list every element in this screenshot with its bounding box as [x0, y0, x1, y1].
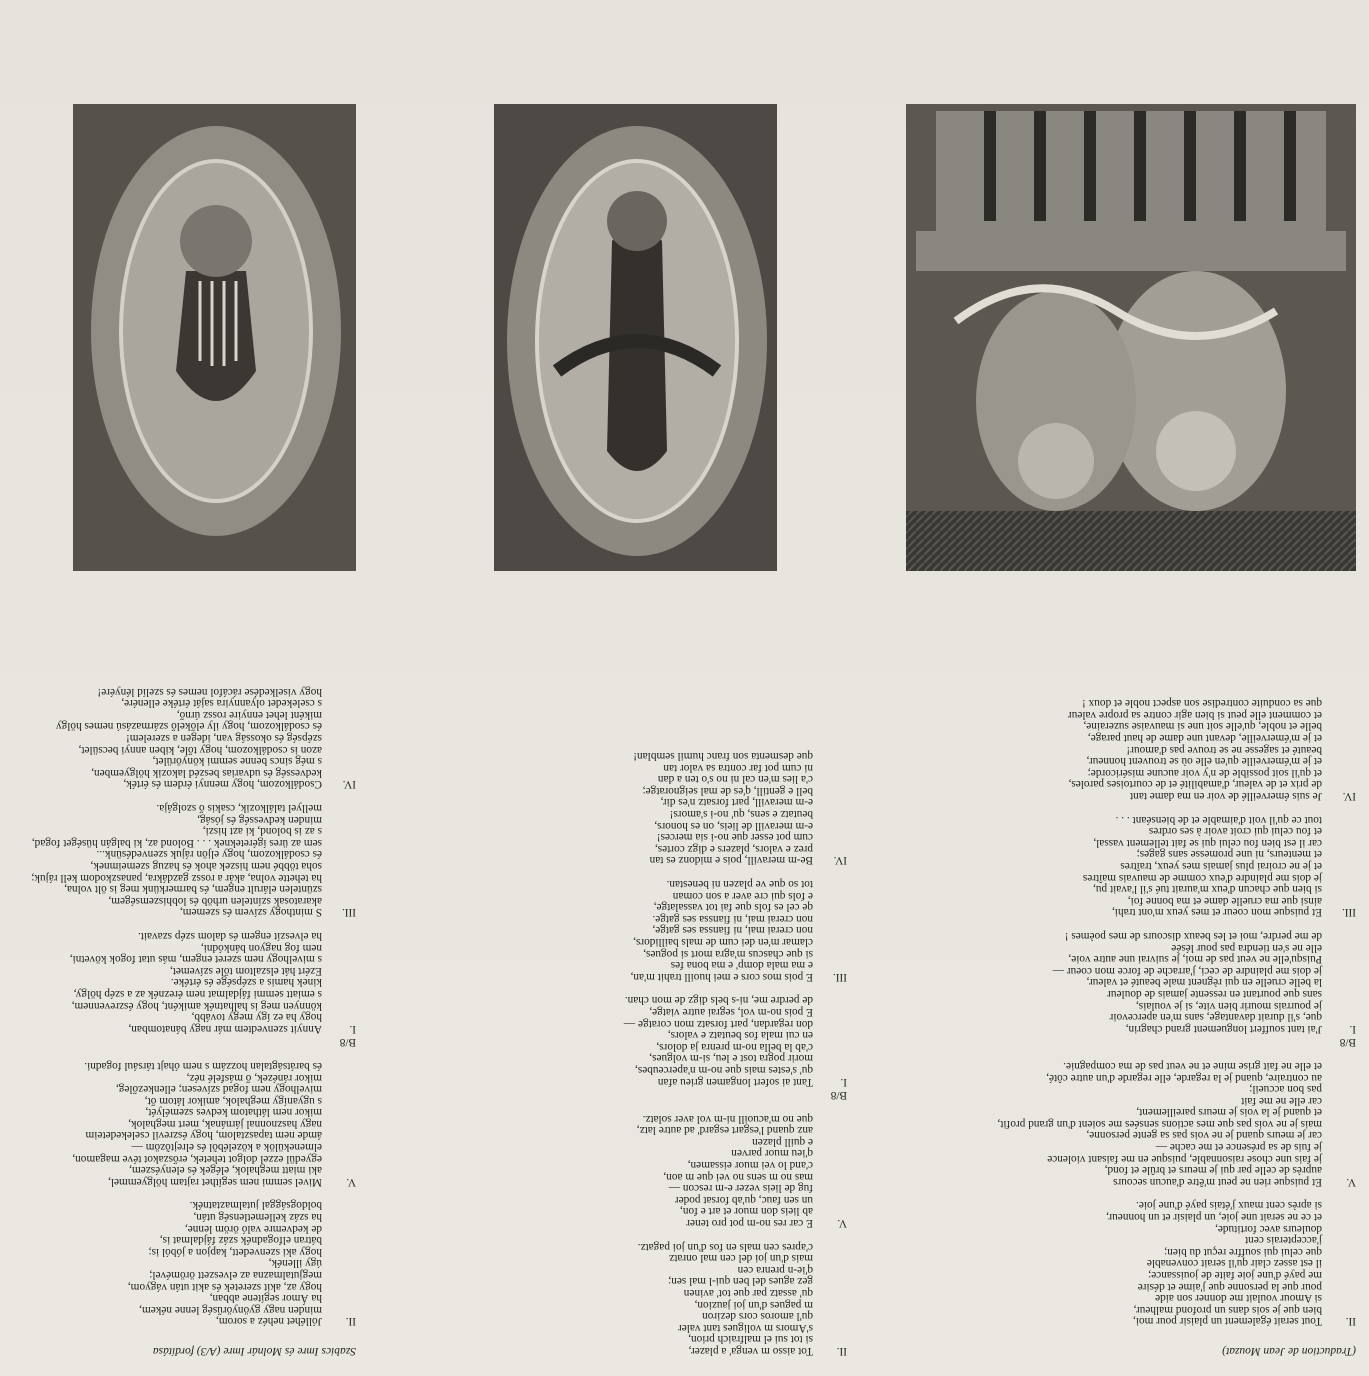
verse-line: que no m'acuoill ni-m vol aver solatz.: [642, 1112, 813, 1125]
lyre-medallion-photo: [73, 104, 356, 571]
verse-line: Je suis émerveillé de voir en ma dame tant: [1130, 790, 1322, 803]
verse-line: könnyen meg is halhatnék amiként, hogy észrevennem,: [71, 999, 322, 1012]
stanza: [0, 1059, 356, 1187]
verse-line: sem az üres ígéreteknek . . . Bolond az, ki balgán hüséget fogad,: [31, 836, 322, 849]
verse-line: et comment elle peut si bien agir contre sa propre valeur: [1067, 708, 1322, 721]
verse-line: s mivelhogy nem szeret engem, más utat fogok követni,: [69, 953, 322, 966]
verse-line: e quill plazen: [752, 1135, 813, 1148]
verse-line: beauté et sagesse ne se trouve pas d'amour!: [1126, 743, 1322, 756]
stanza: [916, 813, 1356, 917]
verse-line: si après cent maux j'étais payé d'une joie.: [1135, 1199, 1322, 1212]
side-label: B/8: [1339, 1036, 1356, 1049]
verse-line: megjutalmazna az elveszett örömével;: [149, 1269, 322, 1282]
verse-line: Jólléhet nehéz a sorom,: [215, 1315, 322, 1328]
verse-line: un sen fauc, qu'ab forsat poder: [674, 1193, 813, 1206]
verse-line: je dois me plaindre de ceci, j'arrache de force mon coeur —: [1052, 964, 1322, 977]
verse-line: Be-m meravill, pois e midonz es tan: [649, 854, 813, 867]
verse-line: s ugyanígy meghalok, amikor látom őt,: [144, 1094, 322, 1107]
french-credit: (Traduction de Jean Mouzat): [1222, 1345, 1356, 1357]
verse-line: prez e valors, plazers e digz cortes,: [654, 842, 813, 855]
verse-line: auprès de celle par qui je meurs et brûle et fond,: [1104, 1164, 1322, 1177]
verse-line: Puisqu'elle ne veut pas de moi, je suivrai une autre voie,: [1068, 953, 1322, 966]
verse-line: q'ie-n prenra cen: [737, 1263, 813, 1276]
hungarian-credit: Szabics Imre és Molnár Imre (A/3) fordítása: [152, 1345, 356, 1357]
verse-line: mikor nem láthatom kedves személyét,: [145, 1106, 322, 1119]
stanza-number: I.: [349, 1022, 356, 1035]
stanza: [497, 877, 847, 981]
verse-line: si que chascus m'agra mort si pogues,: [643, 947, 813, 960]
verse-line: clamar m'en dei cum de mals baillidors,: [633, 936, 813, 948]
stanza-number: I.: [840, 1075, 847, 1088]
verse-line: morir pogra tost e leu, si-m volgues,: [649, 1052, 813, 1065]
verse-line: que celui qui souffre reçut du bien;: [1164, 1245, 1322, 1258]
verse-line: Csodálkozom, hogy mennyi érdem és érték,: [123, 778, 322, 791]
stanza: [497, 750, 847, 866]
verse-line: elle ne s'en tiendra pas pour lésée: [1171, 941, 1322, 954]
verse-line: de kedvemre való öröm lenne,: [184, 1222, 322, 1235]
verse-line: la belle cruelle en qui règnent male beauté et valeur,: [1086, 976, 1322, 989]
verse-line: anz quand l'esgart esgard' ad autre latz,: [636, 1124, 813, 1137]
verse-line: si tot sui el malfraich prion,: [688, 1333, 813, 1346]
stanza-number: II.: [1345, 1315, 1356, 1328]
verse-line: si Amour voulait me donner son aide: [1155, 1292, 1322, 1305]
verse-line: au contraire, quand je la regarde, elle regarde d'un autre côté,: [1046, 1071, 1322, 1084]
verse-line: minden nagy gyönyörűség lenne nékem,: [139, 1303, 322, 1316]
stanza-number: II.: [345, 1315, 356, 1328]
verse-line: m pagues d'un joi jauzion,: [694, 1298, 813, 1311]
verse-line: Et puisque mon coeur et mes yeux m'ont trahi,: [1111, 906, 1322, 919]
verse-line: je fais une chose raisonnable, puisque en me faisant violence: [1047, 1152, 1322, 1165]
verse-line: E car res no-m pot pro tener: [686, 1217, 813, 1230]
verse-line: s cselekedet olyannyira saját értéke ellenére,: [121, 697, 322, 710]
verse-line: J'ai tant souffert longuement grand chagrin,: [1125, 1022, 1322, 1035]
verse-line: hogy az, akit szeretek és akit után vágyom,: [127, 1280, 322, 1293]
verse-line: que desmenta son franc humil semblan!: [633, 750, 813, 763]
verse-line: en cui mala fos beutatz e valors,: [667, 1029, 813, 1042]
stanza-number: IV.: [1342, 790, 1356, 803]
verse-line: mais je ne vois pas que mes actions sensées me soient d'un grand profit,: [997, 1117, 1322, 1130]
saint-medallion-photo: [494, 104, 777, 571]
verse-line: car elle ne me fait: [1241, 1094, 1322, 1107]
verse-line: de me perdre, moi et les beaux discours de mes poèmes !: [1064, 930, 1322, 942]
verse-line: de prix et de valeur, d'amabilité et de courtoises paroles,: [1068, 778, 1322, 791]
verse-line: et menteurs, ni une promesse sans gages;: [1136, 848, 1322, 861]
verse-line: je fuis de sa présence et me cache —: [1155, 1141, 1322, 1154]
verse-line: si bien que chacun d'eux m'aurait tué s'il l'avait pu,: [1093, 883, 1322, 896]
verse-line: j'accepterais cent: [1245, 1234, 1322, 1247]
verse-line: c'apres cen mals en fos d'un joi pagatz.: [637, 1240, 813, 1253]
verse-line: Ezért hát elszaltom tőle szívemet,: [169, 964, 322, 977]
carved-capital-photo: [906, 104, 1356, 571]
verse-line: ni cum pot far contra sa valor tan: [663, 761, 813, 774]
stanza: [916, 1059, 1356, 1187]
verse-line: miként lehet ennyire rossz úrnő,: [176, 708, 322, 721]
verse-line: douleurs avec fortitude,: [1215, 1222, 1322, 1235]
verse-line: qe cel es fols que fai tot vassalatge,: [653, 901, 813, 914]
verse-line: ha elveszít engem és dalom szép szavait.: [137, 930, 322, 942]
verse-line: E pois mos cors e mei huoill trahit m'an,: [630, 970, 813, 983]
verse-line: et je m'émerveille, devant une dame de haut parage,: [1087, 732, 1322, 745]
stanza-number: II.: [836, 1345, 847, 1357]
verse-line: minden kedvesség és jóság,: [197, 813, 322, 826]
verse-line: S minthogy szívem és szemem,: [179, 906, 322, 919]
verse-line: Annyit szenvedtem már nagy bánatomban,: [128, 1022, 322, 1035]
verse-line: et ce ne serait une joie, un plaisir et un honneur,: [1106, 1211, 1322, 1224]
verse-line: Tot aisso m venga' a plazer,: [688, 1345, 813, 1357]
verse-line: e-m meravill, part forsatz n'es dir,: [660, 796, 813, 809]
occitan-original-column: [497, 738, 847, 1357]
verse-line: hogy ha ez így megy tovább,: [191, 1011, 322, 1024]
stanza: [497, 1112, 847, 1228]
stanza: [0, 1199, 356, 1327]
verse-line: fug de lieis vezer e-m rescon —: [668, 1182, 813, 1195]
verse-line: soha többé nem hiszek ahok és hazug szemeimnek,: [90, 860, 322, 873]
verse-line: és csodálkozom, hogy ily előkelő származású nemes hölgy: [55, 720, 322, 733]
stanza: [0, 685, 356, 789]
verse-line: hogy aki szenvedett, kapjon a jóból is;: [148, 1245, 322, 1258]
verse-line: Et puisque rien ne peut m'être d'aucun secours: [1113, 1175, 1322, 1188]
verse-line: pour que la personne que j'aime et désire: [1137, 1280, 1322, 1293]
verse-line: ha száz kellemetlenség után,: [193, 1211, 322, 1224]
verse-line: akaratosak színtelen urhöb és lobhiszemségem,: [108, 894, 322, 907]
verse-line: bátran elfogadnék száz fájdalmat is,: [159, 1234, 322, 1247]
verse-line: belle et noble, qu'elle soit une si mauvaise suzeraine,: [1083, 720, 1322, 733]
stanza-number: V.: [837, 1217, 847, 1230]
stanza-number: V.: [1346, 1175, 1356, 1188]
verse-line: beutatz e sens, qu' no-i s'amors!: [669, 808, 813, 821]
verse-line: mikor ránézek, ő másfelé néz,: [186, 1071, 322, 1084]
verse-line: cum pot esser que no-i sia merces!: [656, 831, 813, 844]
verse-line: c'a lies m'en cal ni no s'o ten a dan: [657, 773, 813, 786]
verse-line: úgy illenék,: [268, 1257, 322, 1270]
verse-line: kinek hamis a szépsége és értéke.: [170, 976, 322, 989]
verse-line: s még sincs benne semmi könyörület,: [152, 755, 322, 768]
verse-line: de perdre me, ni-s bels digz de mon chan.: [624, 994, 813, 1007]
verse-line: q'ieu muor parven: [731, 1147, 813, 1160]
verse-line: hogy viselkedése rácáfol nemes és szelíd lényére!: [97, 685, 322, 698]
verse-line: qu' assatz par que tot' avinen: [683, 1287, 813, 1300]
verse-line: s emiatt semmi fájdalmat nem éreznék az a szép hölgy,: [73, 987, 322, 1000]
verse-line: car je meurs quand je ne vois pas sa gente personne,: [1086, 1129, 1322, 1142]
verse-line: gez agues del ben qui-l mal sen;: [668, 1275, 813, 1288]
verse-line: pas bon accueil;: [1249, 1083, 1322, 1096]
verse-line: sans que pourtant en ressente jamais de douleur: [1107, 987, 1322, 1000]
stanza-number: IV.: [342, 778, 356, 791]
french-translation-column: [916, 685, 1356, 1356]
verse-line: bien que je sois dans un profond malheur,: [1133, 1303, 1322, 1316]
stanza-number: III.: [1341, 906, 1356, 919]
verse-line: ha tehette volna, akár a rossz gazdákra, panaszkodom kell rájuk;: [31, 871, 322, 884]
verse-line: ámde nem tapasztalom, hogy észrevil cselekedeteim: [85, 1129, 322, 1142]
verse-line: s az is bolond, ki azt hiszi,: [202, 825, 322, 838]
verse-line: és barátságtalan hozzám s nem óhajt társául fogadni.: [84, 1059, 322, 1072]
verse-line: et qu'il soit possible de n'y voir aucune miséricorde;: [1087, 766, 1322, 779]
verse-line: je pourrais mourir bien vite, si je voulais,: [1135, 999, 1322, 1012]
verse-line: nagy hasznonnal járnának, mert meghalok,: [128, 1117, 322, 1130]
stanza-number: III.: [341, 906, 356, 919]
stanza: [497, 1240, 847, 1356]
verse-line: Mivel semmi nem segíthet rajtam hölgyemmel,: [108, 1175, 322, 1188]
verse-line: il est assez clair qu'il serait convenable: [1146, 1257, 1322, 1270]
verse-line: non crerai mai, ni fianssa ses gatge.: [652, 912, 813, 925]
verse-line: et fou celui qui croit avoir à ses ordres: [1148, 825, 1322, 838]
verse-line: qu' s'estes mais que no-m n'aperceubes,: [634, 1063, 813, 1076]
verse-line: E pois no-m vol, segrai autre viatge,: [649, 1005, 813, 1018]
verse-line: non crerai mai, ni fianssa ses gatge,: [652, 924, 813, 937]
verse-line: bell e gentill, q'es de mal seignoratge;: [642, 784, 813, 797]
verse-line: tout ce qu'il voit d'aimable et de bienséant . . .: [1115, 813, 1322, 826]
stanza: [916, 1199, 1356, 1327]
verse-line: szépség és okosság van, idegen a szerelem!: [125, 732, 322, 745]
verse-line: me payé d'une joie faite de jouissance;: [1148, 1269, 1322, 1282]
side-label: B/8: [339, 1036, 356, 1049]
verse-line: c'and lo vei muor eissamen,: [687, 1159, 813, 1172]
stanza: [916, 929, 1356, 1033]
stanza-number: V.: [346, 1175, 356, 1188]
verse-line: je dois me plaindre d'eux comme de mauvais maîtres: [1082, 871, 1322, 884]
verse-line: qu'l amoros cors deziron: [702, 1310, 813, 1323]
verse-line: aki miatt meghalok, elégek és elenyészem,: [129, 1164, 322, 1177]
stanza-number: III.: [832, 970, 847, 983]
verse-line: egyedül ezzel dolgot tehetek, erőszakot téve magamon,: [72, 1152, 322, 1165]
verse-line: tot so que ve plazen ni benestan.: [666, 878, 813, 891]
verse-line: Tant ai sofert longamen grieu afan: [657, 1075, 813, 1088]
verse-line: e ma mala domp' e ma bona fes: [670, 959, 813, 972]
carved-capital-image: [906, 104, 1356, 571]
stanza: [0, 929, 356, 1033]
verse-line: ainsi que ma cruelle dame et ma bonne foi,: [1127, 894, 1322, 907]
verse-line: ab lieis don muor et art e fon,: [679, 1205, 813, 1218]
verse-line: que sa conduite contredise son aspect noble et doux !: [1082, 697, 1322, 710]
verse-line: que, s'il durait davantage, sans m'en apercevoir: [1109, 1011, 1322, 1024]
side-label: B/8: [830, 1089, 847, 1102]
verse-line: s'Amors m voligues tant valer: [677, 1321, 813, 1334]
verse-line: azon is csodálkozom, hogy tőle, kiben annyi becsület,: [78, 743, 322, 756]
stanza: [916, 697, 1356, 801]
stanza-number: IV.: [833, 854, 847, 867]
verse-line: car il est bien fou celui qui se fait tellement vassal,: [1093, 836, 1322, 849]
verse-line: elmenekülök a közelébõl és elrejtõzöm —: [131, 1141, 322, 1154]
verse-line: mivelhogy nem fogad szívesen; ellenkezőleg,: [115, 1083, 322, 1096]
verse-line: szüntelen elárult engem, és barmerkünk meg is ölt volna,: [64, 883, 322, 896]
hungarian-translation-column: [0, 673, 356, 1356]
verse-line: e-m meravill de lieis, on es honors,: [654, 819, 813, 832]
stanza-number: I.: [1349, 1022, 1356, 1035]
verse-line: et je ne croirai plus jamais mes yeux, traîtres: [1120, 860, 1322, 873]
verse-line: mais d'un joi del cen mal onratz: [669, 1252, 813, 1265]
verse-line: és csodálkozom, hogy eljön rájuk szenvedésünk...: [96, 848, 322, 861]
verse-line: ha Ámor segítene abban,: [209, 1292, 322, 1305]
verse-line: don regardan, part forsatz mon coratge —: [623, 1017, 813, 1030]
verse-line: et elle ne fait grise mine et ne veut pas de ma compagnie.: [1063, 1059, 1322, 1072]
verse-line: c'ab la bella no-m prenra ja dolors,: [656, 1040, 813, 1053]
verse-line: mellyel találkozik, csakis ő szolgája.: [156, 802, 322, 815]
verse-line: Tout serait également un plaisir pour moi,: [1132, 1315, 1322, 1328]
verse-line: et quand je la vois je meurs pareillement,: [1136, 1106, 1322, 1119]
verse-line: nem fog nagyon bánkódni,: [200, 941, 322, 954]
verse-line: mas no m sens no vei que m aon,: [663, 1170, 813, 1183]
verse-line: boldogsággal jutalmaztatnék.: [189, 1199, 322, 1212]
verse-line: et je m'émerveille qu'en elle où se trouvent honneur,: [1086, 755, 1322, 768]
saint-medallion-image: [494, 104, 777, 571]
stanza: [497, 994, 847, 1087]
stanza: [0, 801, 356, 917]
lyre-medallion-image: [73, 104, 356, 571]
verse-line: e fols qui cre aver a son coman: [672, 889, 813, 902]
verse-line: kedvesség és udvarias beszéd lakozik hölgyemben,: [91, 766, 322, 779]
